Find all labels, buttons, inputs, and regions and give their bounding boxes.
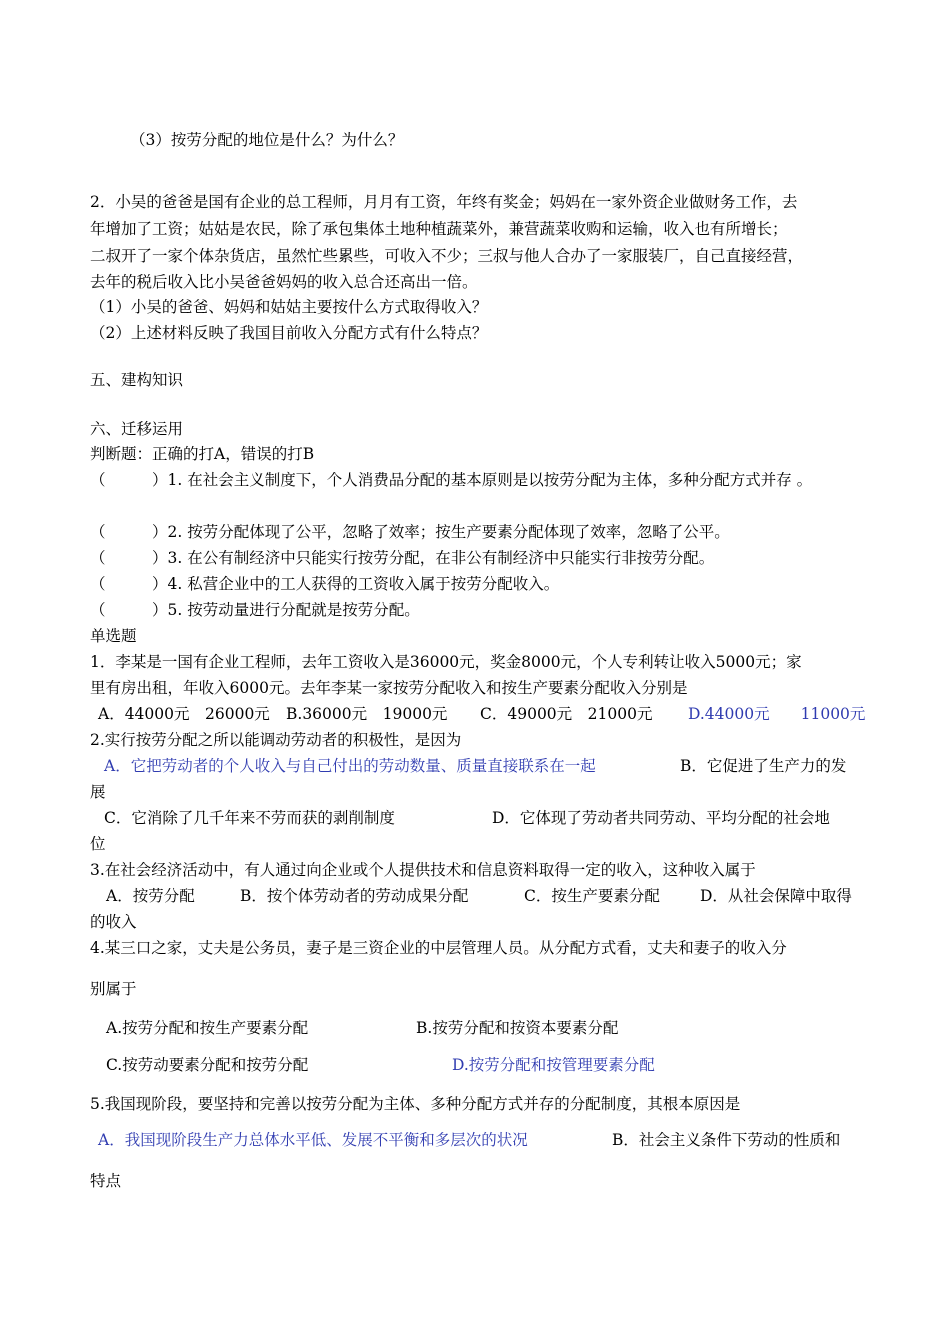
mc-q3-stem: 3.在社会经济活动中，有人通过向企业或个人提供技术和信息资料取得一定的收入，这种收入属于: [90, 861, 756, 879]
mc-q3-option-a: A．按劳分配: [106, 887, 195, 905]
case-2-line-4: 去年的税后收入比小吴爸爸妈妈的收入总合还高出一倍。: [90, 273, 478, 291]
mc-q2-option-d: D．它体现了劳动者共同劳动、平均分配的社会地: [492, 809, 830, 827]
mc-q1-option-d: D.44000元 11000元: [688, 705, 866, 723]
mc-q2-stem: 2.实行按劳分配之所以能调动劳动者的积极性，是因为: [90, 731, 462, 749]
case-2-line-1: 2．小吴的爸爸是国有企业的总工程师，月月有工资，年终有奖金；妈妈在一家外资企业做财务工作，去: [90, 193, 798, 211]
section-6-heading: 六、迁移运用: [90, 420, 184, 438]
mc-q5-option-b-cont: 特点: [90, 1172, 122, 1190]
mc-q4-option-a: A.按劳分配和按生产要素分配: [106, 1019, 309, 1037]
mc-q4-option-c: C.按劳动要素分配和按劳分配: [106, 1056, 309, 1074]
mc-q2-option-b-cont: 展: [90, 783, 106, 801]
case-2-line-3: 二叔开了一家个体杂货店，虽然忙些累些，可收入不少；三叔与他人合办了一家服装厂，自己直接经营，: [90, 247, 804, 265]
mc-q2-option-b: B．它促进了生产力的发: [680, 757, 847, 775]
mc-q4-line-2: 别属于: [90, 980, 137, 998]
judge-item-3: （ ）3. 在公有制经济中只能实行按劳分配，在非公有制经济中只能实行非按劳分配。: [90, 549, 715, 567]
mc-q1-option-a: A．44000元 26000元: [98, 705, 270, 723]
question-3-subquestion: （3）按劳分配的地位是什么？为什么？: [130, 131, 404, 149]
mc-q1-option-c: C．49000元 21000元: [480, 705, 653, 723]
section-5-heading: 五、建构知识: [90, 371, 184, 389]
case-2-question-2: （2）上述材料反映了我国目前收入分配方式有什么特点？: [90, 324, 488, 342]
mc-q2-option-a: A．它把劳动者的个人收入与自己付出的劳动数量、质量直接联系在一起: [104, 757, 596, 775]
case-2-question-1: （1）小吴的爸爸、妈妈和姑姑主要按什么方式取得收入？: [90, 298, 488, 316]
mc-q1-line-2: 里有房出租，年收入6000元。去年李某一家按劳分配收入和按生产要素分配收入分别是: [90, 679, 688, 697]
mc-q3-option-d: D．从社会保障中取得: [700, 887, 852, 905]
judge-item-4: （ ）4. 私营企业中的工人获得的工资收入属于按劳分配收入。: [90, 575, 560, 593]
judge-title: 判断题：正确的打A，错误的打B: [90, 445, 315, 463]
judge-item-1: （ ）1. 在社会主义制度下，个人消费品分配的基本原则是以按劳分配为主体，多种分配方式并存 。: [90, 471, 813, 489]
mc-q2-option-d-cont: 位: [90, 835, 106, 853]
judge-item-2: （ ）2. 按劳分配体现了公平，忽略了效率；按生产要素分配体现了效率，忽略了公平。: [90, 523, 730, 541]
mc-q5-option-b: B．社会主义条件下劳动的性质和: [612, 1131, 841, 1149]
mc-title: 单选题: [90, 627, 137, 645]
mc-q3-option-c: C．按生产要素分配: [524, 887, 660, 905]
mc-q5-stem: 5.我国现阶段，要坚持和完善以按劳分配为主体、多种分配方式并存的分配制度，其根本原因是: [90, 1095, 741, 1113]
mc-q4-option-d: D.按劳分配和按管理要素分配: [452, 1056, 655, 1074]
mc-q1-option-b: B.36000元 19000元: [286, 705, 448, 723]
mc-q5-option-a: A．我国现阶段生产力总体水平低、发展不平衡和多层次的状况: [98, 1131, 528, 1149]
mc-q3-option-b: B．按个体劳动者的劳动成果分配: [240, 887, 469, 905]
mc-q1-line-1: 1．李某是一国有企业工程师，去年工资收入是36000元，奖金8000元，个人专利转让收入5000元；家: [90, 653, 802, 671]
mc-q3-option-d-cont: 的收入: [90, 913, 137, 931]
mc-q2-option-c: C．它消除了几千年来不劳而获的剥削制度: [104, 809, 395, 827]
mc-q4-option-b: B.按劳分配和按资本要素分配: [416, 1019, 619, 1037]
case-2-line-2: 年增加了工资；姑姑是农民，除了承包集体土地种植蔬菜外，兼营蔬菜收购和运输，收入也有所增长；: [90, 220, 788, 238]
mc-q4-line-1: 4.某三口之家，丈夫是公务员，妻子是三资企业的中层管理人员。从分配方式看，丈夫和妻子的收入分: [90, 939, 787, 957]
judge-item-5: （ ）5. 按劳动量进行分配就是按劳分配。: [90, 601, 420, 619]
